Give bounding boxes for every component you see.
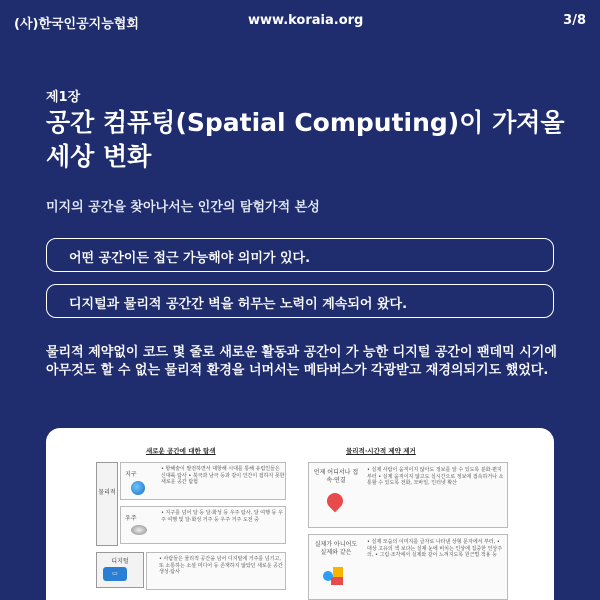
org-name: (사)한국인공지능협회 (14, 17, 139, 32)
row-text: • 지구를 넘어 달 등 달·화성 등 우주 탐사, 달 여행 등 우주 여행 및 달·화성 거주 등 우주 거주 도전 중 (161, 510, 283, 523)
page-title: 공간 컴퓨팅(Spatial Computing)이 가져올 세상 변화 (46, 108, 565, 171)
right-panel-title: 물리적·시간적 제약 제거 (346, 447, 416, 455)
right-panel (308, 462, 508, 600)
row-earth (120, 462, 286, 500)
row-label: 언제 어디서나 접속·연결 (313, 469, 359, 484)
category-physical: 물리적 (96, 462, 118, 546)
key-point-2: 디지털과 물리적 공간간 벽을 허무는 노력이 계속되어 왔다. (46, 284, 554, 318)
row-text: • 항해술이 발전하면서 대항해 시대를 통해 유럽인들은 신대륙 탐사 • 북극과 남극 등과 같이 인간이 접하지 못한 새로운 공간 탐험 (161, 466, 285, 485)
computer-icon: ▭ (103, 567, 127, 581)
row-text: • 실제 모습의 이미지를 글자로 나타낸 상형 문자에서 부터, • 대상 고유의 색 보다는 실제 눈에 비치는 인상에 집중한 인상주의, • 그림·조각에서 실제와 같이 느껴지도록 원근법 적용 등 (367, 539, 503, 558)
figure-card (46, 428, 554, 600)
key-point-1: 어떤 공간이든 접근 가능해야 의미가 있다. (46, 238, 554, 272)
row-text: • 실제 사람이 움직이지 않아도 정보를 알 수 있도록 분화·편지부터 • 실제 움직이지 않고도 실시간으로 정보에 접속하거나 소통할 수 있도록 전화, 모바일, 인터넷 확산 (367, 467, 504, 486)
location-pin-icon (324, 490, 347, 513)
row-label: 우주 (125, 515, 137, 522)
row-digital (146, 552, 286, 590)
body-paragraph: 물리적 제약없이 코드 몇 줄로 새로운 활동과 공간이 가 능한 디지털 공간이 팬데믹 시기에 아무것도 할 수 없는 물리적 환경을 너머서는 메타버스가 각광받고 재경의되기도 했었다. (46, 345, 557, 378)
left-panel-title: 새로운 공간에 대한 탐색 (146, 447, 216, 455)
row-label: 지구 (125, 471, 137, 478)
row-connectivity (308, 462, 508, 528)
galaxy-icon (131, 525, 147, 535)
row-space (120, 506, 286, 544)
site-url[interactable]: www.koraia.org (248, 13, 364, 28)
category-digital (96, 552, 144, 588)
row-realism (308, 534, 508, 600)
subtitle: 미지의 공간을 찾아나서는 인간의 탐험가적 본성 (46, 200, 320, 215)
left-panel (96, 462, 286, 600)
globe-icon (131, 481, 145, 495)
digital-label: 디지털 (111, 558, 129, 565)
row-text: • 사람들은 물리적 공간을 넘어 디지털에 거주를 넘기고, 또 소통하는 소셜 미디어 등 존재하지 않았던 새로운 공간 생성·탐사 (159, 556, 283, 575)
shapes-icon (323, 567, 349, 587)
page-indicator: 3/8 (563, 13, 586, 28)
row-label: 실제가 아니어도 실제와 같은 (314, 541, 358, 556)
chapter-label: 제1장 (46, 90, 81, 105)
top-bar (0, 0, 600, 44)
